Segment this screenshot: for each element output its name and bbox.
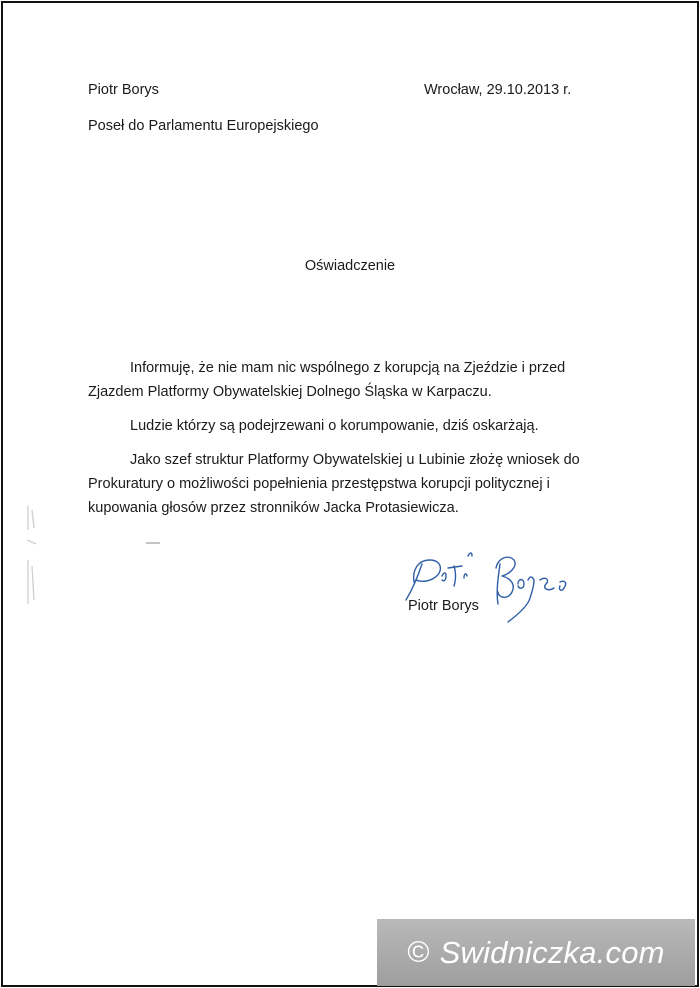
paragraph-3-text: Jako szef struktur Platformy Obywatelskiej u Lubinie złożę wniosek do Prokuratury o możliwości popełnienia przestępstwa korupcji politycznej i kupowania głosów przez stronników Jacka Protasiewicza. <box>88 452 580 516</box>
scan-artifact <box>22 500 42 610</box>
sender-title: Poseł do Parlamentu Europejskiego <box>88 118 319 134</box>
paragraph-1 <box>88 356 608 404</box>
paragraph-3 <box>88 448 608 520</box>
watermark-banner <box>377 919 695 986</box>
signer-name: Piotr Borys <box>408 598 479 614</box>
document-heading: Oświadczenie <box>304 258 396 274</box>
paragraph-1-text: Informuję, że nie mam nic wspólnego z korupcją na Zjeździe i przed Zjazdem Platformy Obywatelskiej Dolnego Śląska w Karpaczu. <box>88 360 566 400</box>
paragraph-2-text: Ludzie którzy są podejrzewani o korumpowanie, dziś oskarżają. <box>130 418 539 434</box>
scan-dash-mark <box>146 542 160 544</box>
copyright-icon: © <box>407 935 430 969</box>
place-date: Wrocław, 29.10.2013 r. <box>424 82 572 98</box>
watermark-text: Swidniczka.com <box>439 934 665 970</box>
sender-name: Piotr Borys <box>88 82 159 98</box>
paragraph-2 <box>88 414 608 438</box>
handwritten-signature <box>400 542 590 632</box>
